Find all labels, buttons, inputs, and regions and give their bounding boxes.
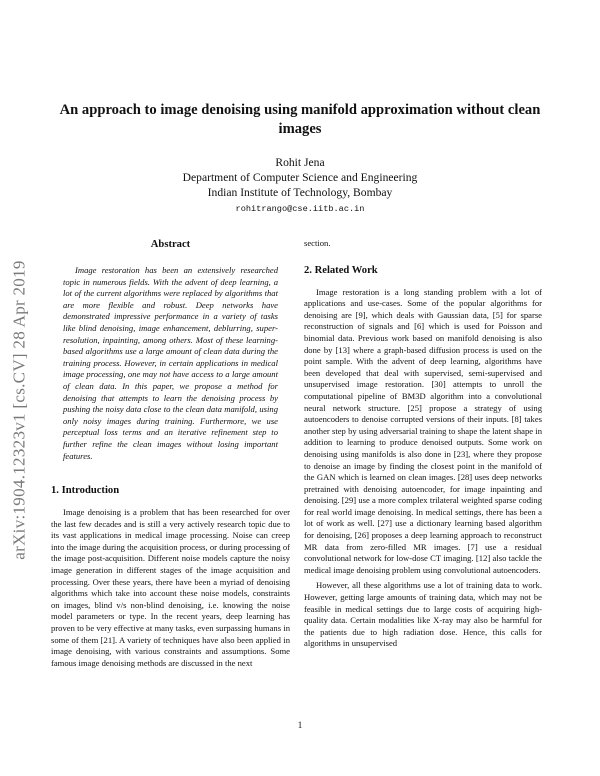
abstract-heading: Abstract (150, 239, 191, 250)
introduction-paragraph: Image denoising is a problem that has been researched for over the last few decades and is still a very actively research topic due to its vast applications in medical image processing. Noise can creep into the image during the acquisition process, or during processing of the image post-acquisition. Different noise models capture the noisy image generation in different stages of the image acquisition and processing. Over these years, there have been a myriad of denoising algorithms which take into account these noise models, constraints on images, blind v/s non-blind denoising, i.e. knowing the noise model parameters or type. In the recent years, deep learning has proven to be very effective at many tasks, even surpassing humans in some of them [21]. A variety of techniques have also been applied in image denoising, with various constraints and assumptions. Some famous image denoising methods are discussed in the next (51, 507, 290, 668)
abstract-text: Image restoration has been an extensively researched topic in numerous fields. With the advent of deep learning, a lot of the current algorithms were replaced by algorithms that are more flexible and robust. Deep networks have demonstrated impressive performance in a variety of tasks like blind denoising, image enhancement, deblurring, super-resolution, inpainting, among others. Most of these learning-based algorithms use a large amount of clean data during the training process. However, in certain applications in medical image processing, one may not have access to a large amount of clean data. In this paper, we propose a method for denoising that attempts to learn the denoising process by pushing the noisy data close to the clean data manifold, using only noisy images during training. Furthermore, we use perceptual loss terms and an iterative refinement step to further refine the clean images without losing important features. (63, 265, 278, 461)
author-email[interactable]: rohitrango@cse.iitb.ac.in (235, 204, 365, 214)
left-column (51, 238, 290, 673)
paper-title: An approach to image denoising using manifold approximation without clean images (59, 102, 541, 137)
arxiv-stamp (4, 200, 36, 620)
page-number: 1 (297, 720, 303, 730)
author-department: Department of Computer Science and Engineering (182, 171, 418, 184)
arxiv-stamp-text: arXiv:1904.12323v1 [cs.CV] 28 Apr 2019 (10, 260, 29, 560)
related-work-paragraph: However, all these algorithms use a lot of training data to work. However, getting large amounts of training data, which may not be feasible in medical settings due to large costs of acquiring high-quality data. Certain modalities like X-ray may also be harmful for the patients due to high radiation dose. Hence, this calls for algorithms in unsupervised (304, 580, 542, 649)
related-work-heading: 2. Related Work (304, 264, 378, 276)
author-block (70, 155, 530, 217)
author-name: Rohit Jena (275, 156, 325, 169)
author-institution: Indian Institute of Technology, Bombay (207, 186, 393, 199)
related-work-paragraph: Image restoration is a long standing problem with a lot of applications and use-cases. Some of the popular algorithms for denoising are [9], which deals with Gaussian data, [5] for sparse reconstruction of signals and [6] which is used for Poisson and binomial data. Previous work based on manifold denoising is also done by [13] where a graph-based diffusion process is used on the point sample. With the advent of deep learning, algorithms have been developed that deal with supervised, semi-supervised and unsupervised image restoration. [30] attempts to unroll the computational pipeline of BM3D algorithm into a convolutional neural network structure. [25] propose a strategy of using autoencoders to denoise corrupted versions of their inputs. [8] takes another step by using adversarial training to shape the latent shape in addition to learning to produce denoised outputs. Some work on denoising using manifolds is also done in [23], where they propose to denoise an image by finding the closest point in the manifold of the GAN which is learned on clean images. [28] uses deep networks pretrained with denoising autoencoder, for image inpainting and denoising. [29] use a more complex trilateral weighted sparse coding for real world image denoising. In medical settings, there has been a lot of work as well. [27] use a dictionary learning based algorithm for denoising, [26] proposes a deep learning approach to reconstruct MR data from zero-filled MR images. [7] use a residual convolutional network for low-dose CT imaging. [12] also tackle the medical image denoising problem using convolutional autoencoders. (304, 286, 542, 575)
introduction-heading: 1. Introduction (51, 485, 120, 497)
right-column (304, 238, 542, 654)
section-continuation: section. (304, 238, 331, 248)
